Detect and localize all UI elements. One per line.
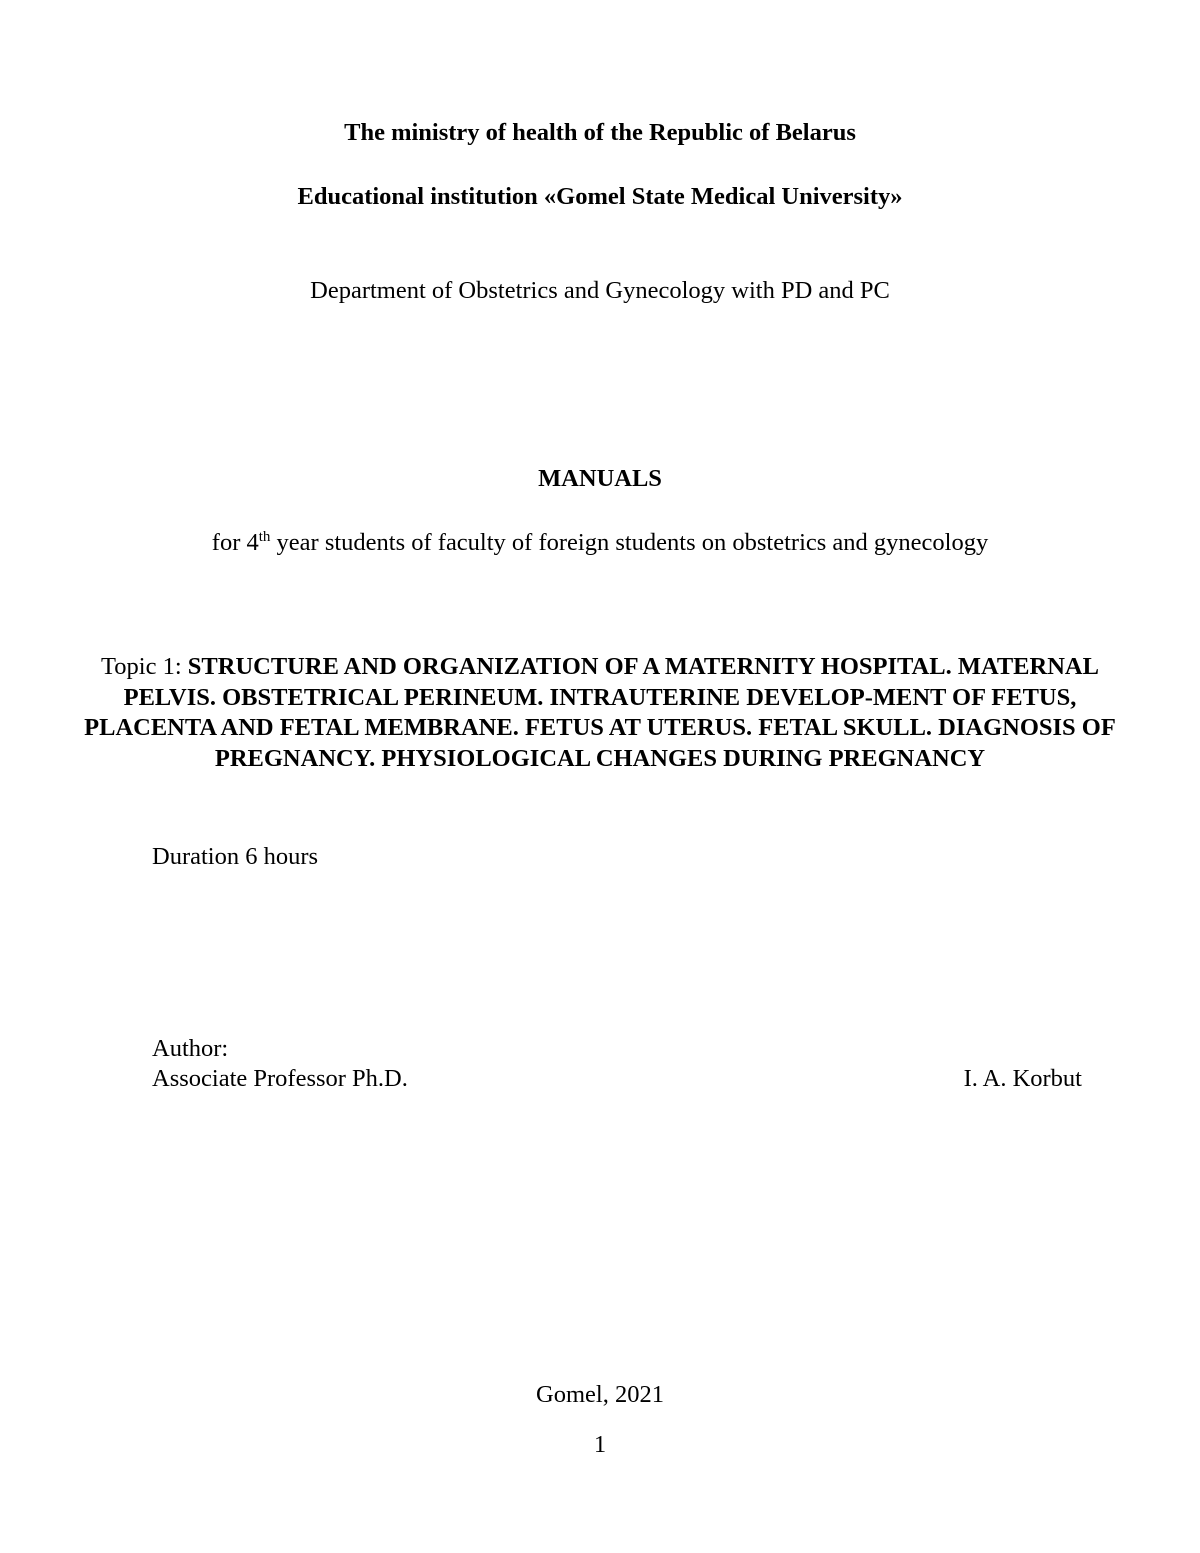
author-title: Associate Professor Ph.D. [152,1065,408,1092]
topic-block [80,652,1120,774]
author-label: Author: [152,1035,229,1062]
institution-heading: Educational institution «Gomel State Medical University» [297,183,903,210]
duration-line: Duration 6 hours [152,843,319,870]
page-number: 1 [593,1431,607,1458]
audience-superscript: th [258,528,271,545]
audience-suffix: year students of faculty of foreign students on obstetrics and gynecology [270,529,989,556]
place-year: Gomel, 2021 [536,1381,664,1408]
author-name: I. A. Korbut [963,1065,1082,1092]
audience-prefix: for 4 [211,529,259,556]
audience-line [0,528,1200,558]
topic-text: STRUCTURE AND ORGANIZATION OF A MATERNITY HOSPITAL. MATERNAL PELVIS. OBSTETRICAL PERINEUM. INTRAUTERINE DEVELOP-MENT OF FETUS, PLACENTA AND FETAL MEMBRANE. FETUS AT UTERUS. FETAL SKULL. DIAGNOSIS OF PREGNANCY. PHYSIOLOGICAL CHANGES DURING PREGNANCY [84,653,1116,772]
department-line: Department of Obstetrics and Gynecology with PD and PC [310,277,890,304]
ministry-heading: The ministry of health of the Republic of Belarus [344,119,856,146]
topic-label: Topic 1: [101,653,188,680]
document-title: MANUALS [538,465,662,492]
